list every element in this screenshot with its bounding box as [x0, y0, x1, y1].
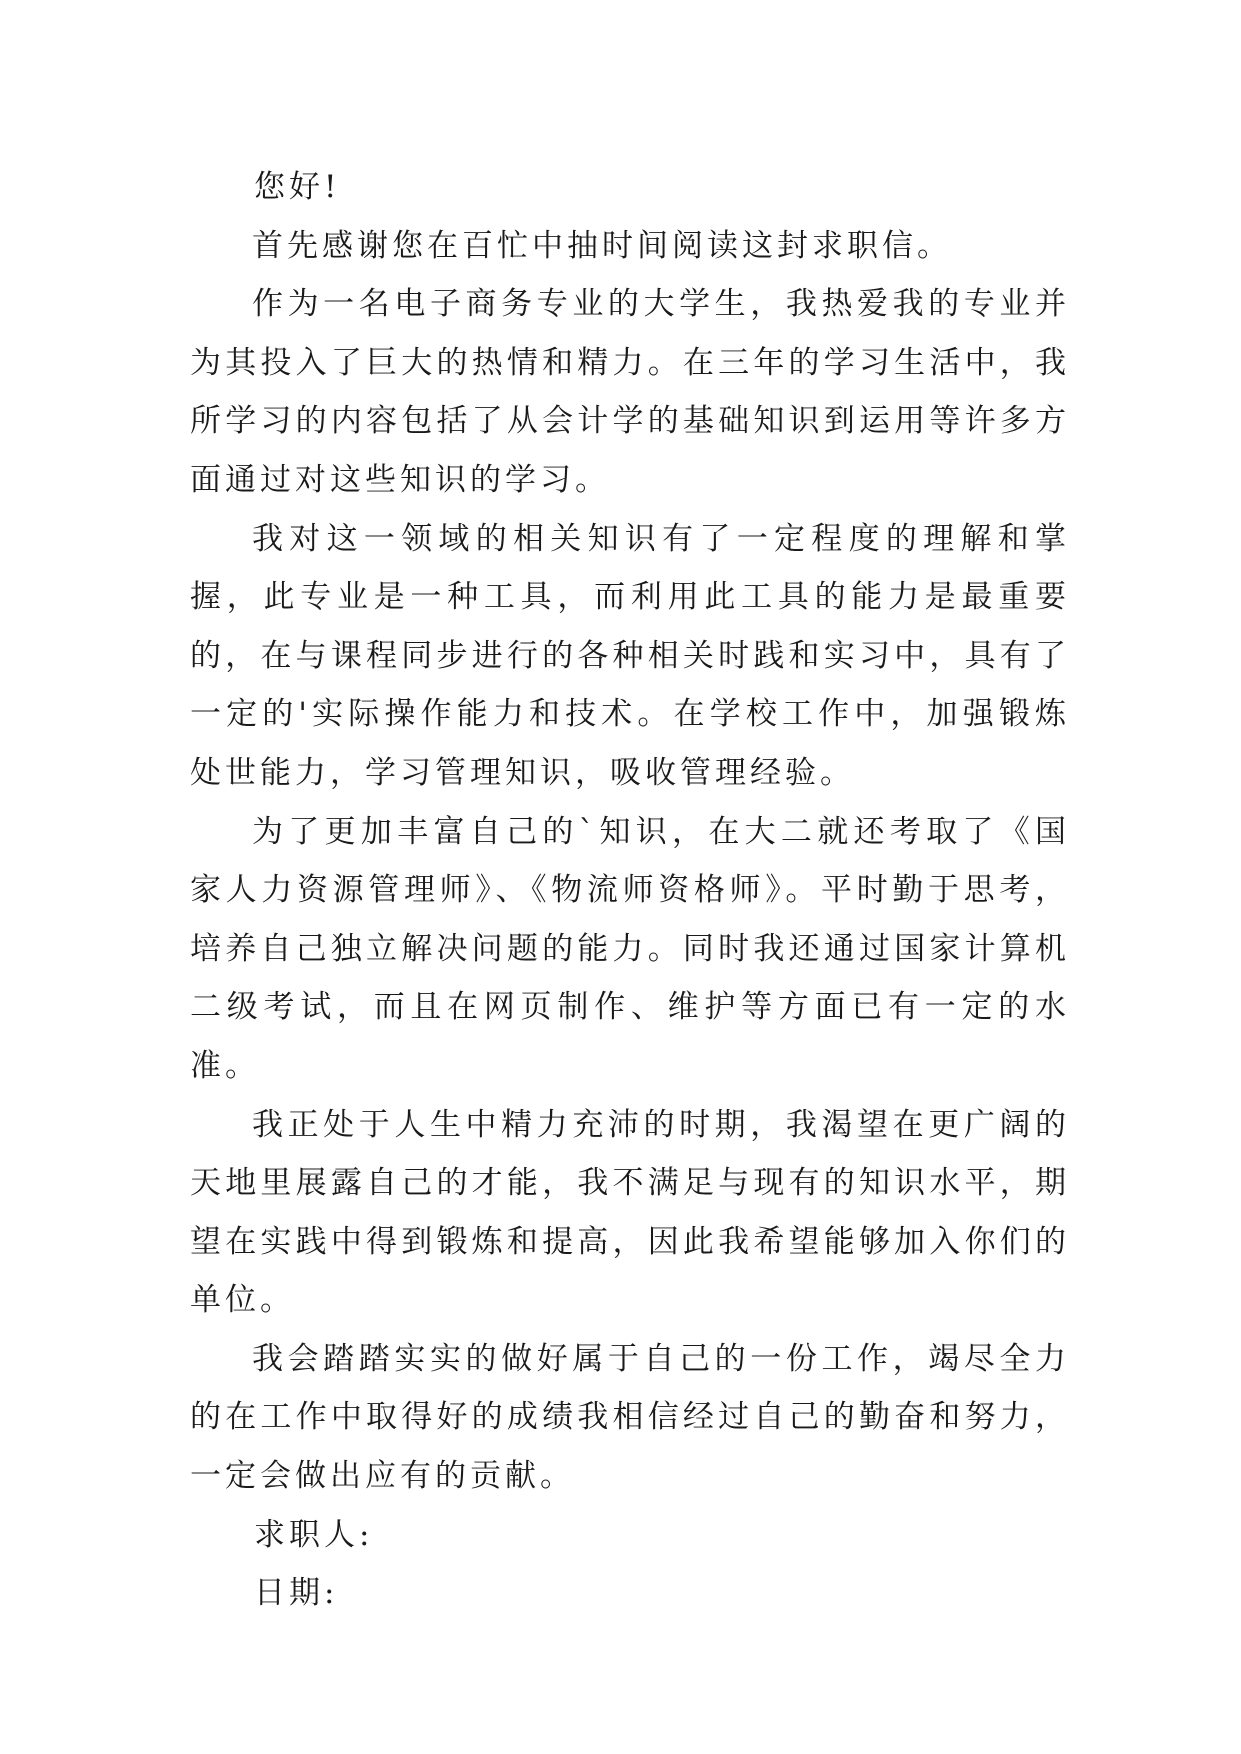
- greeting: 您好!: [254, 169, 341, 205]
- paragraph-skills: 我对这一领域的相关知识有了一定程度的理解和掌握，此专业是一种工具，而利用此工具的能力是最重要的，在与课程同步进行的各种相关时践和实习中，具有了一定的'实际操作能力和技术。在学校工作中，加强锻炼处世能力，学习管理知识，吸收管理经验。: [190, 520, 1070, 791]
- paragraph-commitment: 我会踏踏实实的做好属于自己的一份工作，竭尽全力的在工作中取得好的成绩我相信经过自己的勤奋和努力，一定会做出应有的贡献。: [190, 1340, 1070, 1495]
- cover-letter: [190, 158, 1070, 1623]
- paragraph-intro: 首先感谢您在百忙中抽时间阅读这封求职信。: [252, 227, 952, 264]
- date-label: 日期:: [254, 1575, 339, 1612]
- paragraph-certificates: 为了更加丰富自己的`知识，在大二就还考取了《国家人力资源管理师》、《物流师资格师》。平时勤于思考，培养自己独立解决问题的能力。同时我还通过国家计算机二级考试，而且在网页制作、维护等方面已有一定的水准。: [190, 813, 1070, 1084]
- paragraph-aspiration: 我正处于人生中精力充沛的时期，我渴望在更广阔的天地里展露自己的才能，我不满足与现有的知识水平，期望在实践中得到锻炼和提高，因此我希望能够加入你们的单位。: [190, 1106, 1070, 1319]
- applicant-label: 求职人:: [254, 1516, 374, 1553]
- paragraph-major: 作为一名电子商务专业的大学生，我热爱我的专业并为其投入了巨大的热情和精力。在三年的学习生活中，我所学习的内容包括了从会计学的基础知识到运用等许多方面通过对这些知识的学习。: [190, 286, 1070, 498]
